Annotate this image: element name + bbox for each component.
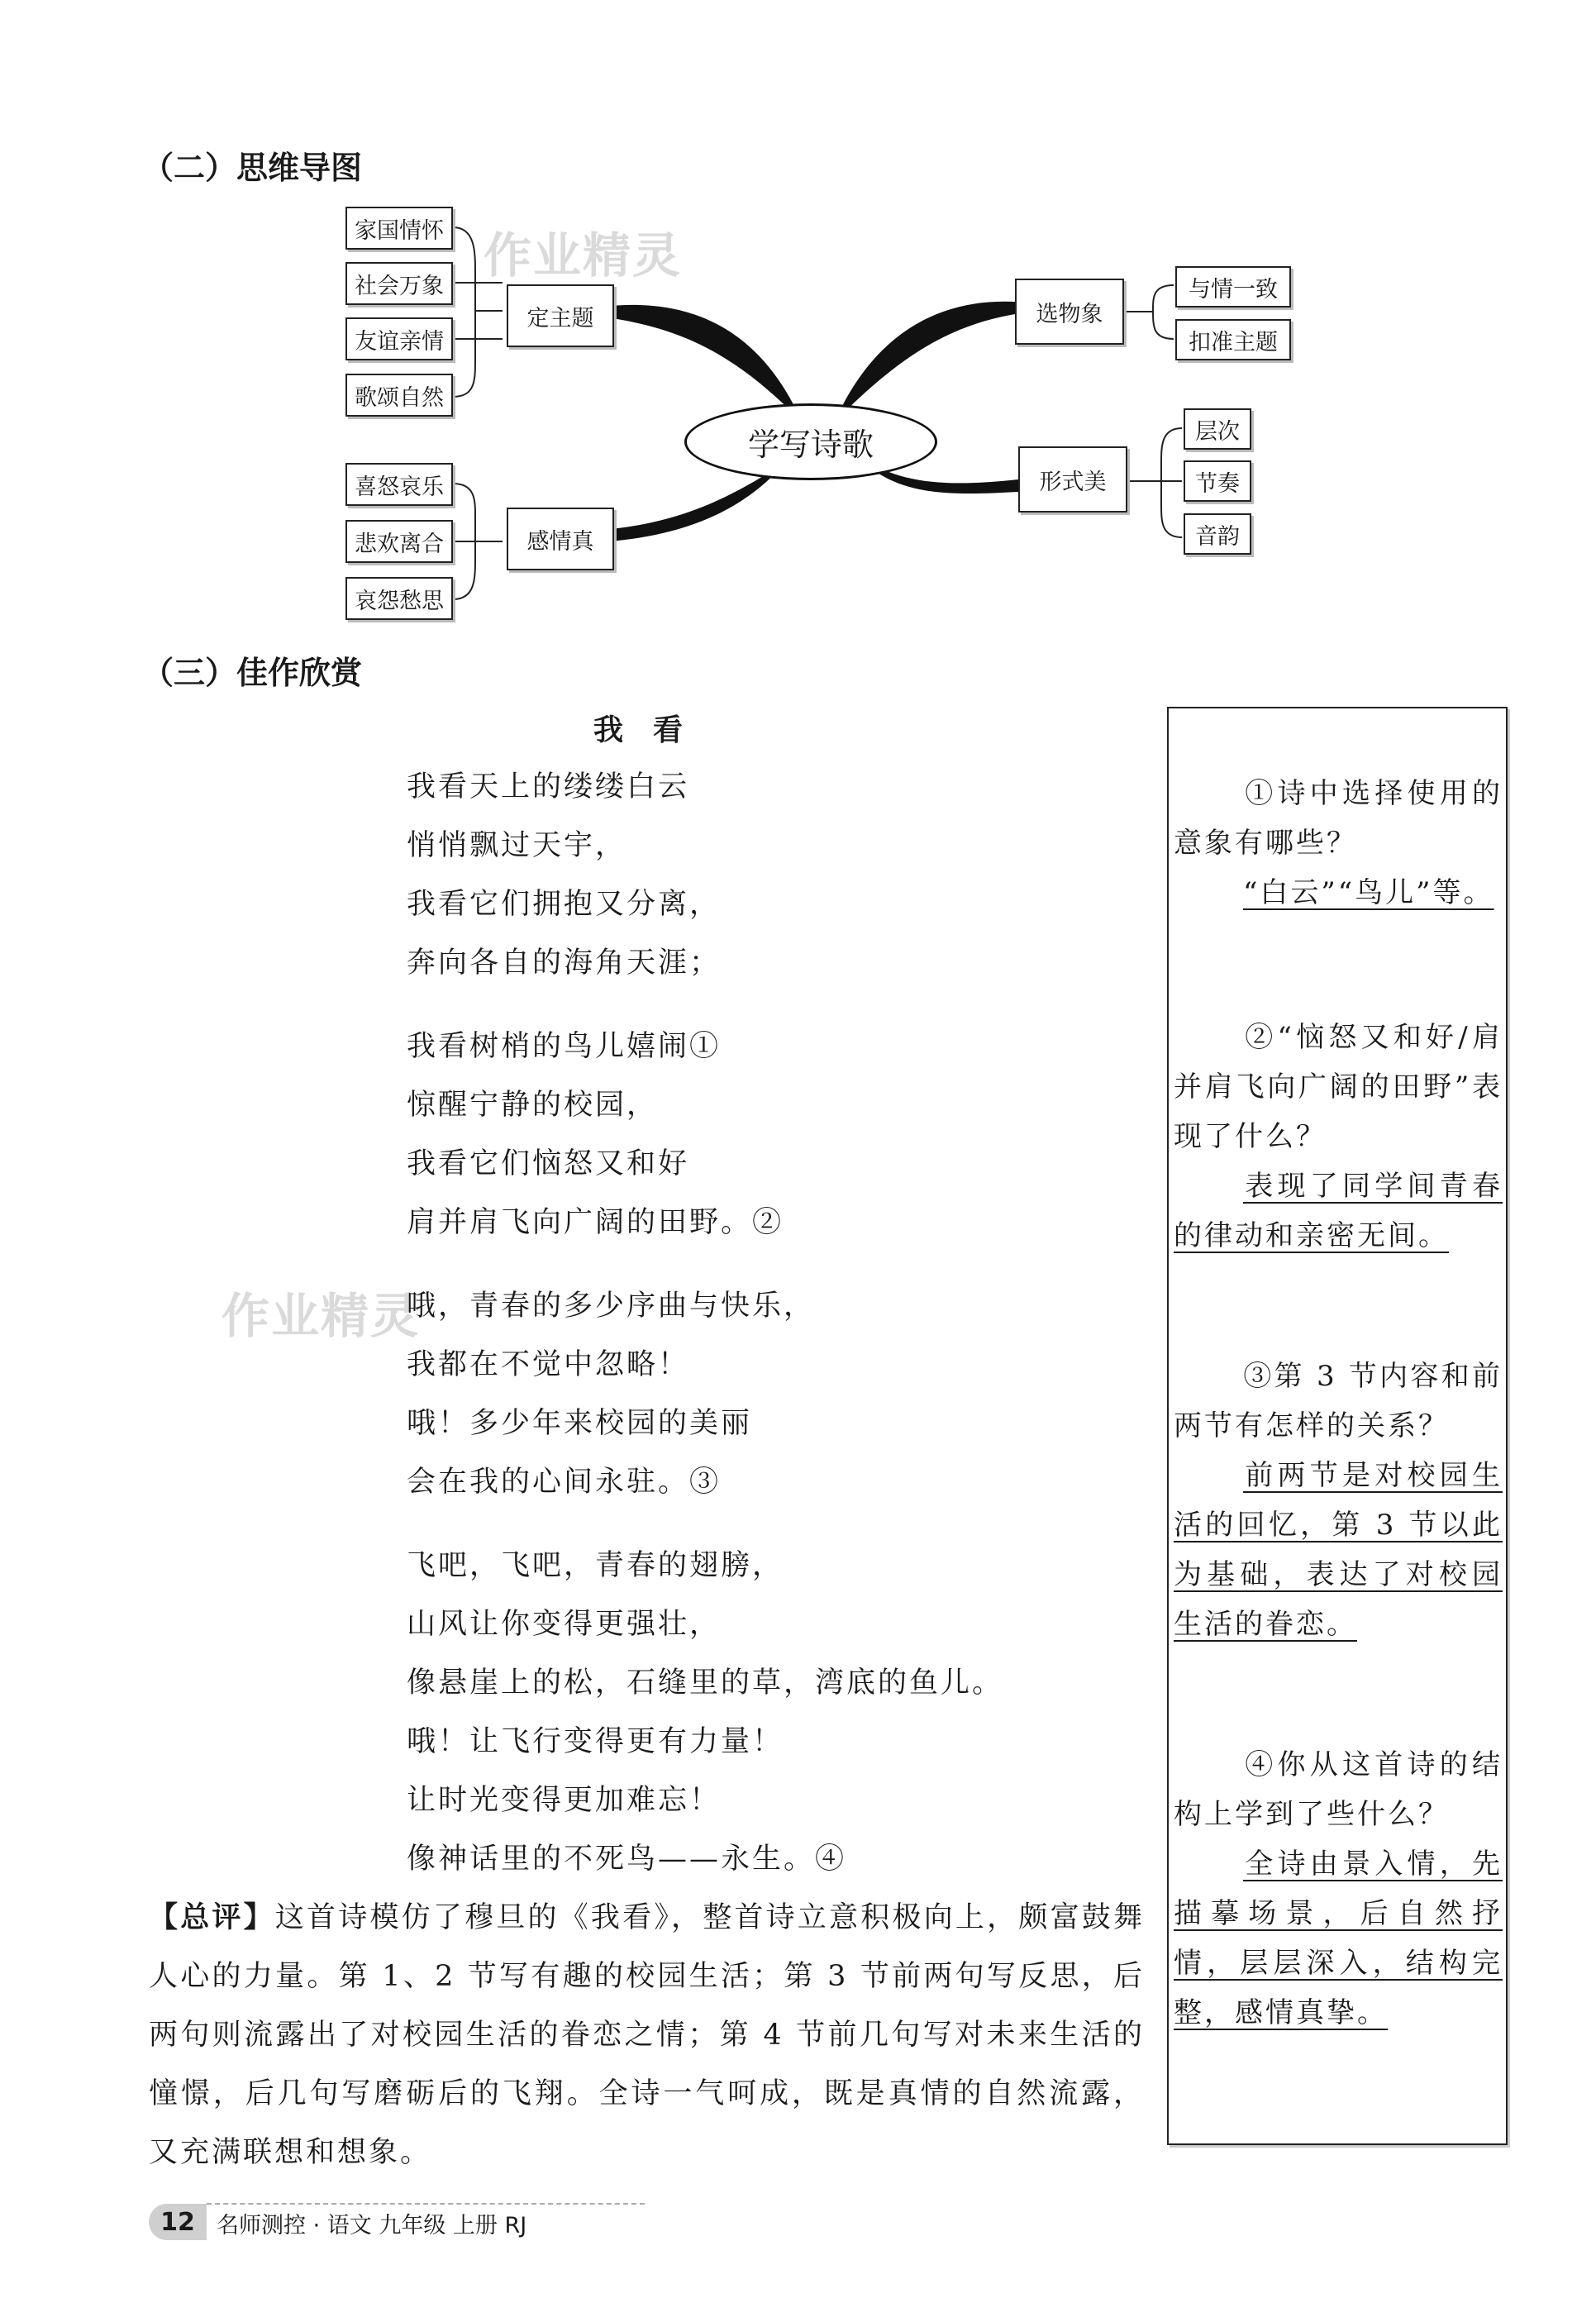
mindmap-leaf: 喜怒哀乐 [345, 463, 453, 506]
annotation-question: ①诗中选择使用的意象有哪些？ [1174, 777, 1503, 860]
poem-line: 哦！让飞行变得更有力量！ [407, 1725, 784, 1758]
poem-line: 我看它们拥抱又分离， [407, 888, 722, 921]
poem-line: 哦，青春的多少序曲与快乐， [407, 1290, 816, 1323]
poem-line: 我看树梢的鸟儿嬉闹① [407, 1030, 722, 1063]
review-text: 这首诗模仿了穆旦的《我看》，整首诗立意积极向上，颇富鼓舞人心的力量。第 1、2 节写有趣的校园生活；第 3 节前两句写反思，后两句则流露出了对校园生活的眷恋之情；第 4 节前几句写对未来生活的憧憬，后几句写磨砺后的飞翔。全诗一气呵成，既是真情的自然流露，又充满联想和想象。 [149, 1901, 1145, 2169]
mindmap-leaf: 节奏 [1184, 460, 1251, 502]
annotation-question: ②“恼怒又和好/肩并肩飞向广阔的田野”表现了什么？ [1174, 1021, 1503, 1153]
section-title-appreciation: （三）佳作欣赏 [142, 655, 363, 691]
mindmap-center: 学写诗歌 [684, 403, 937, 480]
poem-line: 我都在不觉中忽略！ [407, 1348, 690, 1381]
watermark: 作业精灵 [484, 227, 683, 284]
poem-line: 我看它们恼怒又和好 [407, 1147, 690, 1180]
poem-line: 山风让你变得更强壮， [407, 1608, 722, 1641]
footer-divider [207, 2203, 645, 2205]
poem-line: 飞吧，飞吧，青春的翅膀， [407, 1549, 784, 1582]
annotation-1 [1174, 769, 1503, 918]
annotation-3 [1174, 1352, 1503, 1649]
annotation-answer: 全诗由景入情，先描摹场景，后自然抒情，层层深入，结构完整，感情真挚。 [1174, 1848, 1503, 2029]
annotation-2 [1174, 1013, 1503, 1261]
annotation-answer: 前两节是对校园生活的回忆，第 3 节以此为基础，表达了对校园生活的眷恋。 [1174, 1459, 1503, 1641]
poem-line: 惊醒宁静的校园， [407, 1089, 659, 1122]
mindmap-node-ganqing: 感情真 [507, 508, 614, 570]
annotation-4 [1174, 1740, 1503, 2038]
poem-line: 像悬崖上的松，石缝里的草，湾底的鱼儿。 [407, 1666, 1004, 1700]
mindmap-node-xingshi: 形式美 [1018, 446, 1127, 513]
page-number: 12 [149, 2204, 207, 2240]
mindmap-connectors [0, 0, 1596, 661]
poem-line: 像神话里的不死鸟——永生。④ [407, 1843, 847, 1876]
poem-line: 肩并肩飞向广阔的田野。② [407, 1206, 784, 1239]
mindmap-leaf: 社会万象 [345, 262, 453, 305]
poem-line: 让时光变得更加难忘！ [407, 1784, 722, 1817]
watermark: 作业精灵 [222, 1288, 421, 1344]
mindmap-leaf: 歌颂自然 [345, 374, 453, 417]
annotation-question: ③第 3 节内容和前两节有怎样的关系？ [1174, 1360, 1503, 1442]
review-tag: 【总评】 [149, 1901, 275, 1934]
poem-line: 哦！多少年来校园的美丽 [407, 1407, 753, 1440]
poem-line: 会在我的心间永驻。③ [407, 1466, 722, 1499]
mindmap-leaf: 音韵 [1184, 513, 1251, 555]
section-title-mindmap: （二）思维导图 [142, 150, 363, 186]
mindmap-leaf: 友谊亲情 [345, 317, 453, 360]
annotation-answer: 表现了同学间青春的律动和亲密无间。 [1174, 1170, 1503, 1252]
mindmap-leaf: 与情一致 [1175, 266, 1291, 308]
footer-book-info: 名师测控 · 语文 九年级 上册 RJ [217, 2213, 527, 2239]
poem-line: 悄悄飘过天宇， [407, 829, 627, 862]
mindmap-node-wuxiang: 选物象 [1015, 279, 1124, 345]
mindmap-leaf: 家国情怀 [345, 207, 453, 250]
annotation-answer: “白云”“鸟儿”等。 [1243, 876, 1494, 909]
poem-line: 我看天上的缕缕白云 [407, 770, 690, 803]
mindmap-leaf: 悲欢离合 [345, 520, 453, 563]
review-paragraph [149, 1889, 1145, 2182]
annotation-question: ④你从这首诗的结构上学到了些什么？ [1174, 1748, 1503, 1831]
poem-title: 我看 [593, 713, 713, 747]
poem-line: 奔向各自的海角天涯； [407, 946, 722, 980]
mindmap-leaf: 扣准主题 [1175, 319, 1291, 360]
mindmap-leaf: 哀怨愁思 [345, 577, 453, 620]
mindmap-node-zhuti: 定主题 [507, 284, 614, 347]
mindmap-leaf: 层次 [1184, 408, 1251, 450]
